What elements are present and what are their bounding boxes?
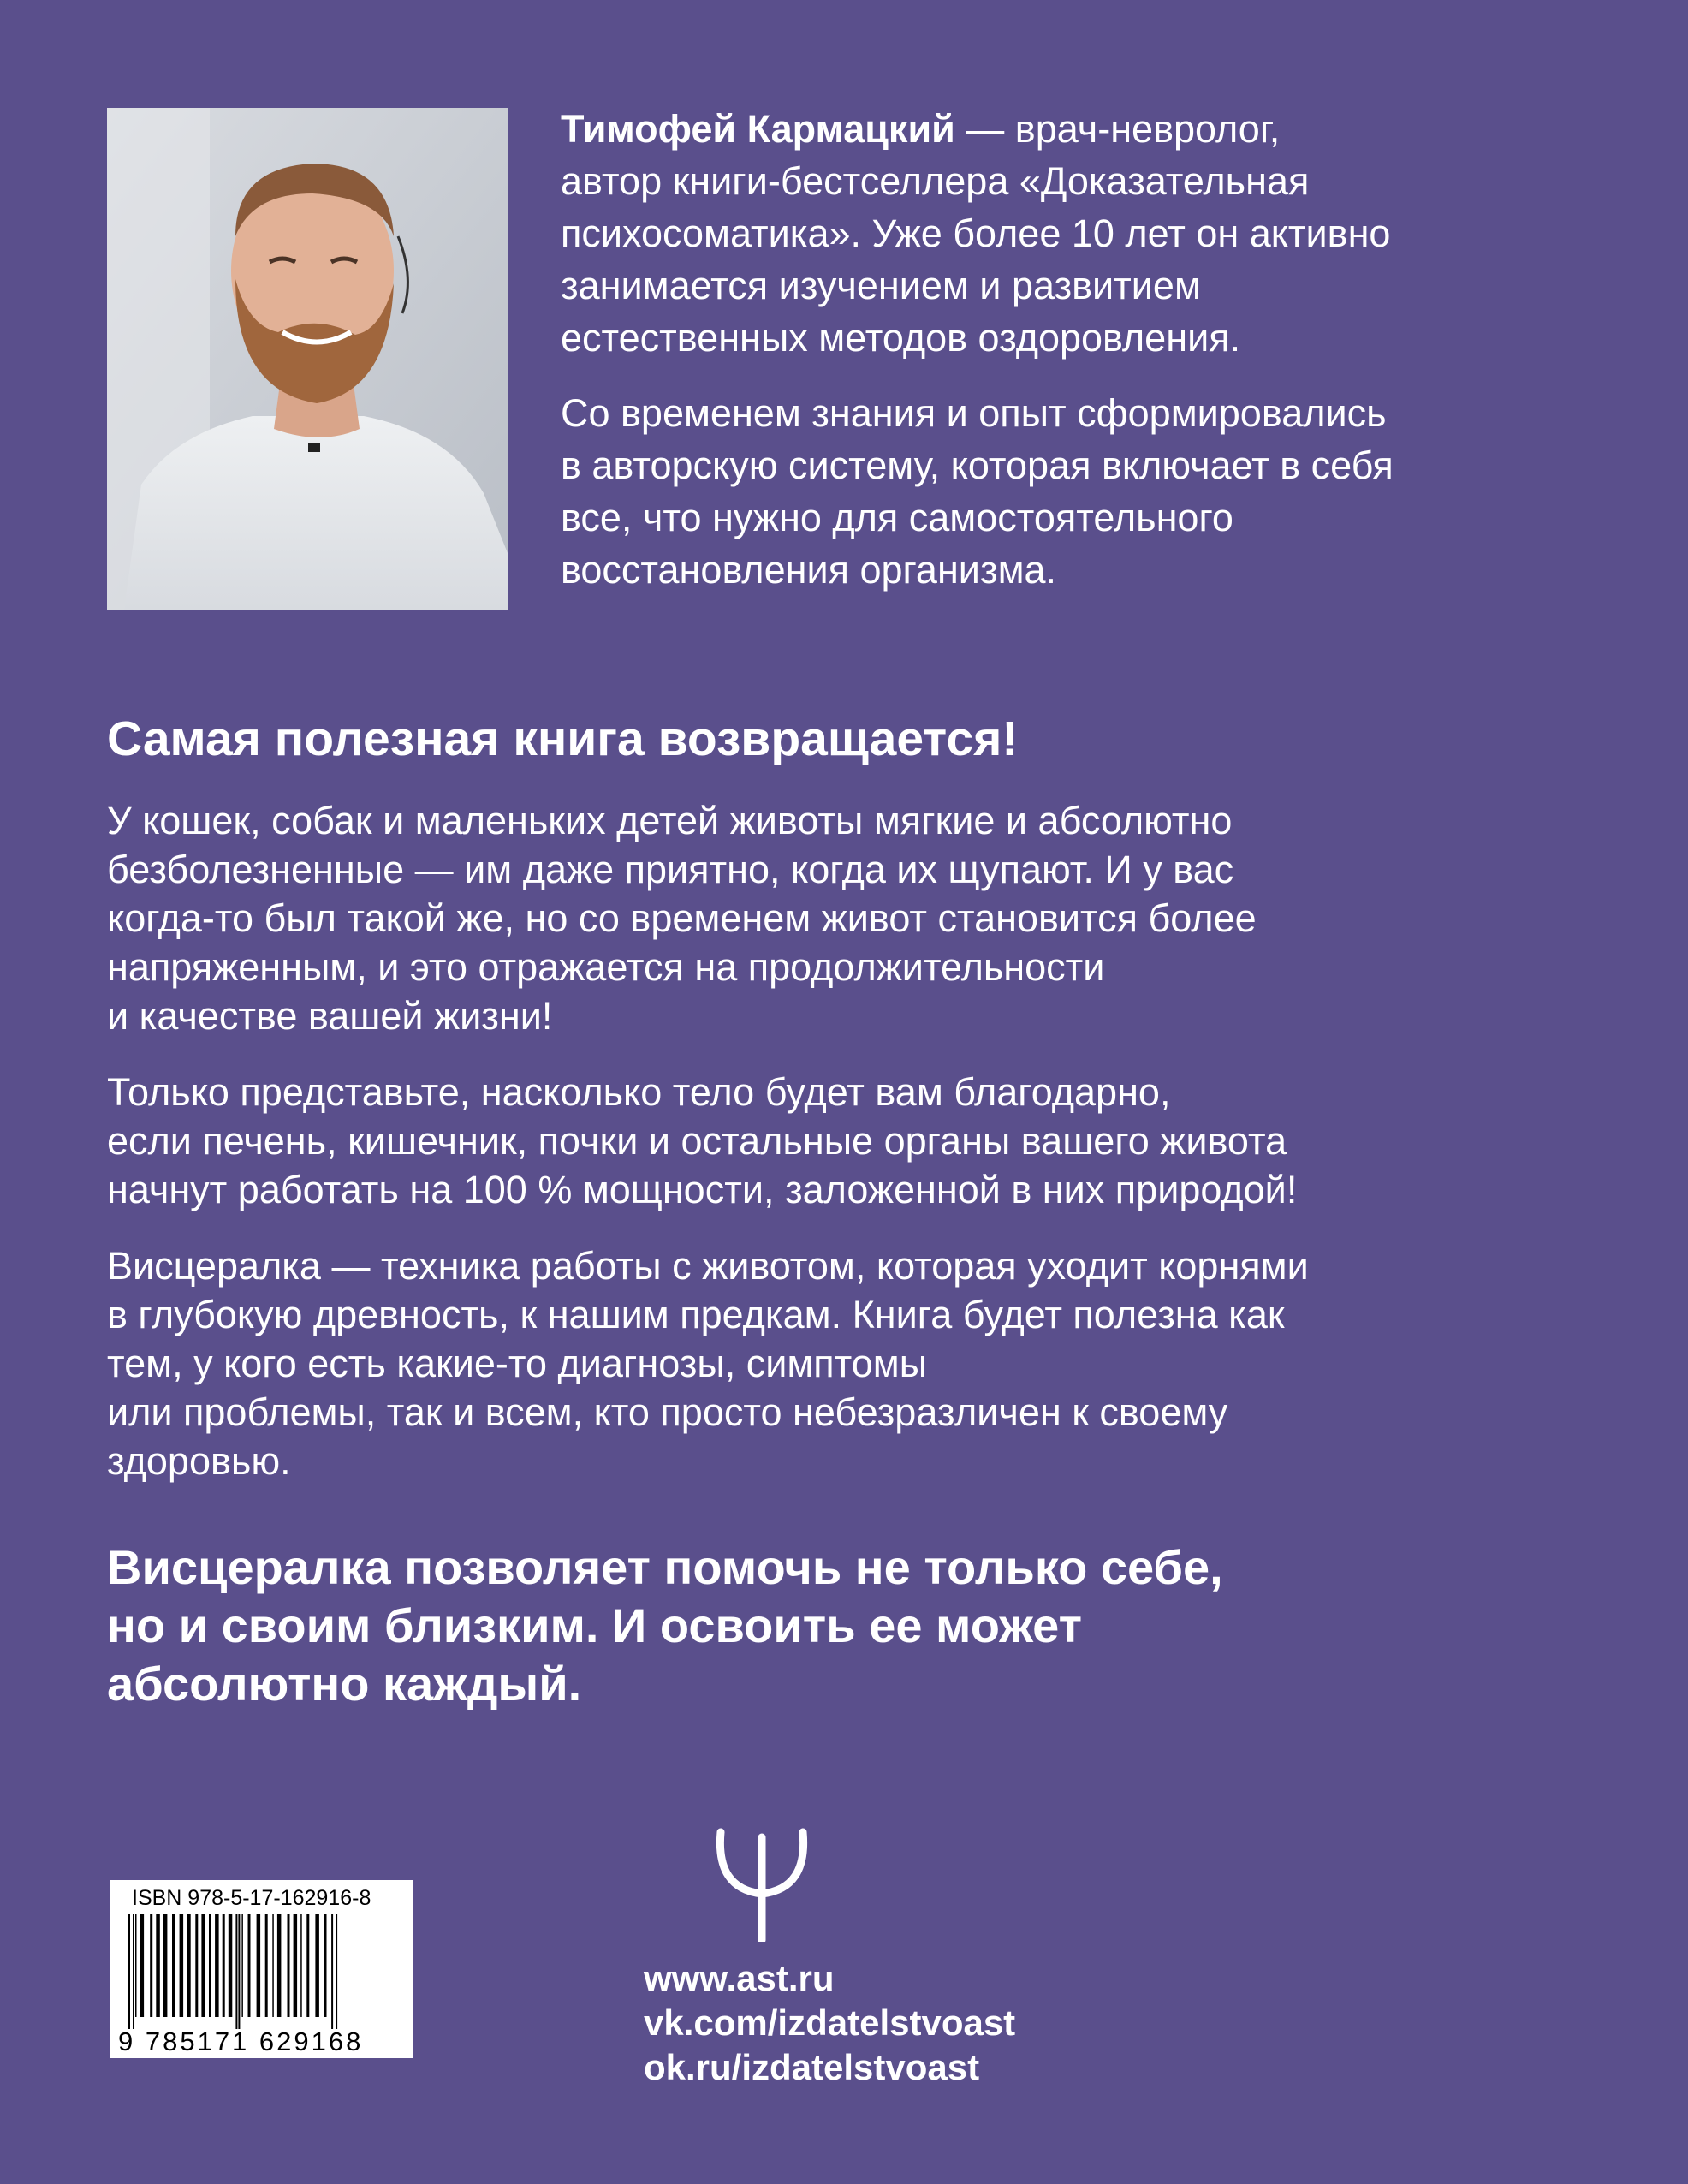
barcode-bar — [140, 1914, 145, 2017]
barcode-bar — [277, 1914, 282, 2017]
text-line: и качестве вашей жизни! — [107, 994, 553, 1038]
barcode-bar — [248, 1914, 251, 2017]
barcode-bar — [135, 1914, 137, 2017]
barcode-bar — [195, 1914, 198, 2017]
bio-line: все, что нужно для самостоятельного — [561, 496, 1233, 539]
barcode-bar — [336, 1914, 337, 2029]
text-line: Висцералка — техника работы с животом, которая уходит корнями — [107, 1244, 1309, 1288]
link-vk[interactable]: vk.com/izdatelstvoast — [644, 2002, 1016, 2043]
bio-line: Со временем знания и опыт сформировались — [561, 391, 1387, 435]
barcode-bar — [128, 1914, 130, 2029]
bio-line: психосоматика». Уже более 10 лет он активно — [561, 211, 1391, 255]
link-ok[interactable]: ok.ru/izdatelstvoast — [644, 2047, 980, 2087]
description-paragraph-3 — [107, 1241, 1562, 1485]
author-bio — [561, 103, 1622, 619]
barcode-bar — [324, 1914, 327, 2017]
barcode-bar — [265, 1914, 268, 2017]
description-paragraph-1 — [107, 796, 1562, 1040]
link-website[interactable]: www.ast.ru — [644, 1958, 835, 1998]
barcode-bar — [257, 1914, 261, 2017]
barcode-bar — [180, 1914, 184, 2017]
headline: Самая полезная книга возвращается! — [107, 711, 1019, 766]
barcode-bar — [215, 1914, 219, 2017]
text-line: или проблемы, так и всем, кто просто небезразличен к своему — [107, 1390, 1228, 1434]
publisher-links — [644, 1956, 1015, 2090]
text-line: безболезненные — им даже приятно, когда их щупают. И у вас — [107, 848, 1234, 891]
author-name: Тимофей Кармацкий — [561, 107, 955, 151]
description-paragraph-2 — [107, 1068, 1562, 1214]
bio-line: естественных методов оздоровления. — [561, 316, 1241, 360]
text-line: здоровью. — [107, 1439, 291, 1483]
bio-line: восстановления организма. — [561, 548, 1057, 592]
bio-line: Тимофей Кармацкий — врач-невролог, — [561, 107, 1281, 151]
bio-line: в авторскую систему, которая включает в себя — [561, 443, 1394, 487]
barcode-bar — [241, 1914, 243, 2017]
text-line: начнут работать на 100 % мощности, заложенной в них природой! — [107, 1168, 1298, 1211]
barcode-bar — [223, 1914, 225, 2017]
barcode-bar — [288, 1914, 290, 2017]
publisher-logo-icon — [702, 1822, 822, 1946]
barcode-bar — [172, 1914, 175, 2017]
bio-paragraph-2 — [561, 387, 1622, 596]
text-line: Только представьте, насколько тело будет вам благодарно, — [107, 1070, 1171, 1114]
bio-line: автор книги-бестселлера «Доказательная — [561, 159, 1310, 203]
text-line: У кошек, собак и маленьких детей животы мягкие и абсолютно — [107, 799, 1233, 842]
barcode-bar — [300, 1914, 302, 2017]
barcode-bar — [187, 1914, 191, 2017]
closing-line: но и своим близким. И освоить ее может — [107, 1598, 1083, 1652]
bio-paragraph-1 — [561, 103, 1622, 364]
barcode-bar — [133, 1914, 134, 2029]
barcode-bar — [235, 1914, 237, 2029]
barcode-bar — [331, 1914, 333, 2029]
text-line: в глубокую древность, к нашим предкам. Книга будет полезна как — [107, 1293, 1285, 1336]
barcode-bar — [209, 1914, 211, 2017]
closing-line: Висцералка позволяет помочь не только себе, — [107, 1540, 1223, 1594]
isbn-label: ISBN 978-5-17-162916-8 — [132, 1886, 371, 1910]
closing-statement — [107, 1538, 1223, 1713]
barcode-bar — [315, 1914, 319, 2017]
barcode-bar — [201, 1914, 205, 2017]
text-line: если печень, кишечник, почки и остальные органы вашего живота — [107, 1119, 1287, 1163]
text-line: тем, у кого есть какие-то диагнозы, симптомы — [107, 1342, 928, 1385]
barcode-bar — [150, 1914, 152, 2017]
closing-line: абсолютно каждый. — [107, 1657, 582, 1711]
barcode-bar — [163, 1914, 168, 2017]
barcode-bar — [272, 1914, 274, 2017]
barcode-number: 9 785171 629168 — [118, 2026, 364, 2056]
bio-line: занимается изучением и развитием — [561, 264, 1201, 307]
barcode-bars — [125, 1914, 399, 2029]
barcode-bar — [238, 1914, 240, 2029]
barcode-bar — [294, 1914, 298, 2017]
description — [107, 796, 1562, 1513]
text-line: когда-то был такой же, но со временем живот становится более — [107, 896, 1257, 940]
barcode-bar — [156, 1914, 160, 2017]
barcode-bar — [306, 1914, 309, 2017]
barcode — [110, 1880, 413, 2058]
author-photo — [107, 108, 508, 610]
barcode-bar — [229, 1914, 233, 2017]
text-line: напряженным, и это отражается на продолжительности — [107, 945, 1105, 989]
